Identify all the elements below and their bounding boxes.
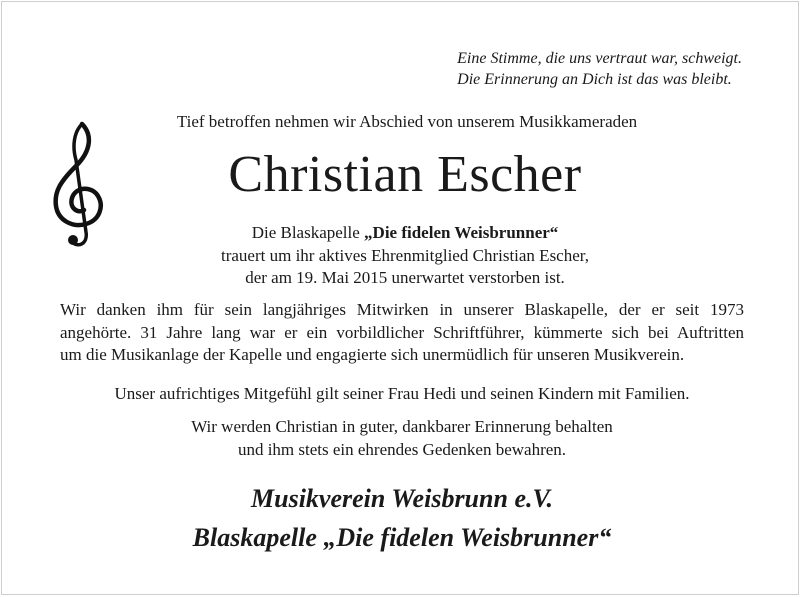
band-prefix: Die Blaskapelle (251, 223, 365, 242)
signature-band: Blaskapelle „Die fidelen Weisbrunner“ (192, 523, 612, 552)
thanks-paragraph (60, 299, 744, 367)
band-line-3: der am 19. Mai 2015 unerwartet verstorben ist. (245, 268, 565, 287)
signature-club: Musikverein Weisbrunn e.V. (251, 484, 553, 513)
quote-line-2: Die Erinnerung an Dich ist das was bleibt. (457, 71, 732, 88)
memorial-quote (457, 48, 742, 90)
quote-line-1: Eine Stimme, die uns vertraut war, schweigt. (457, 50, 742, 67)
thanks-line-3: um die Musikanlage der Kapelle und engagierte sich unermüdlich für unseren Musikverein. (60, 345, 685, 364)
memory-line-1: Wir werden Christian in guter, dankbarer Erinnerung behalten (191, 417, 613, 436)
intro-text: Tief betroffen nehmen wir Abschied von unserem Musikkameraden (176, 112, 638, 131)
band-announcement (2, 222, 800, 290)
thanks-line-1: Wir danken ihm für sein langjähriges Mitwirken in unserer Blaskapelle, der er seit 1973 (60, 300, 744, 319)
band-line-2: trauert um ihr aktives Ehrenmitglied Christian Escher, (220, 245, 590, 265)
obituary-notice (1, 1, 799, 595)
deceased-name: Christian Escher (228, 146, 582, 203)
band-name: „Die fidelen Weisbrunner“ (364, 223, 559, 242)
thanks-line-2: angehörte. 31 Jahre lang war er ein vorbildlicher Schriftführer, kümmerte sich bei Auftritten (60, 322, 744, 342)
memory-line-2: und ihm stets ein ehrendes Gedenken bewahren. (237, 440, 567, 459)
sympathy-text: Unser aufrichtiges Mitgefühl gilt seiner Frau Hedi und seinen Kindern mit Familien. (114, 384, 690, 403)
band-line-1 (8, 222, 800, 245)
